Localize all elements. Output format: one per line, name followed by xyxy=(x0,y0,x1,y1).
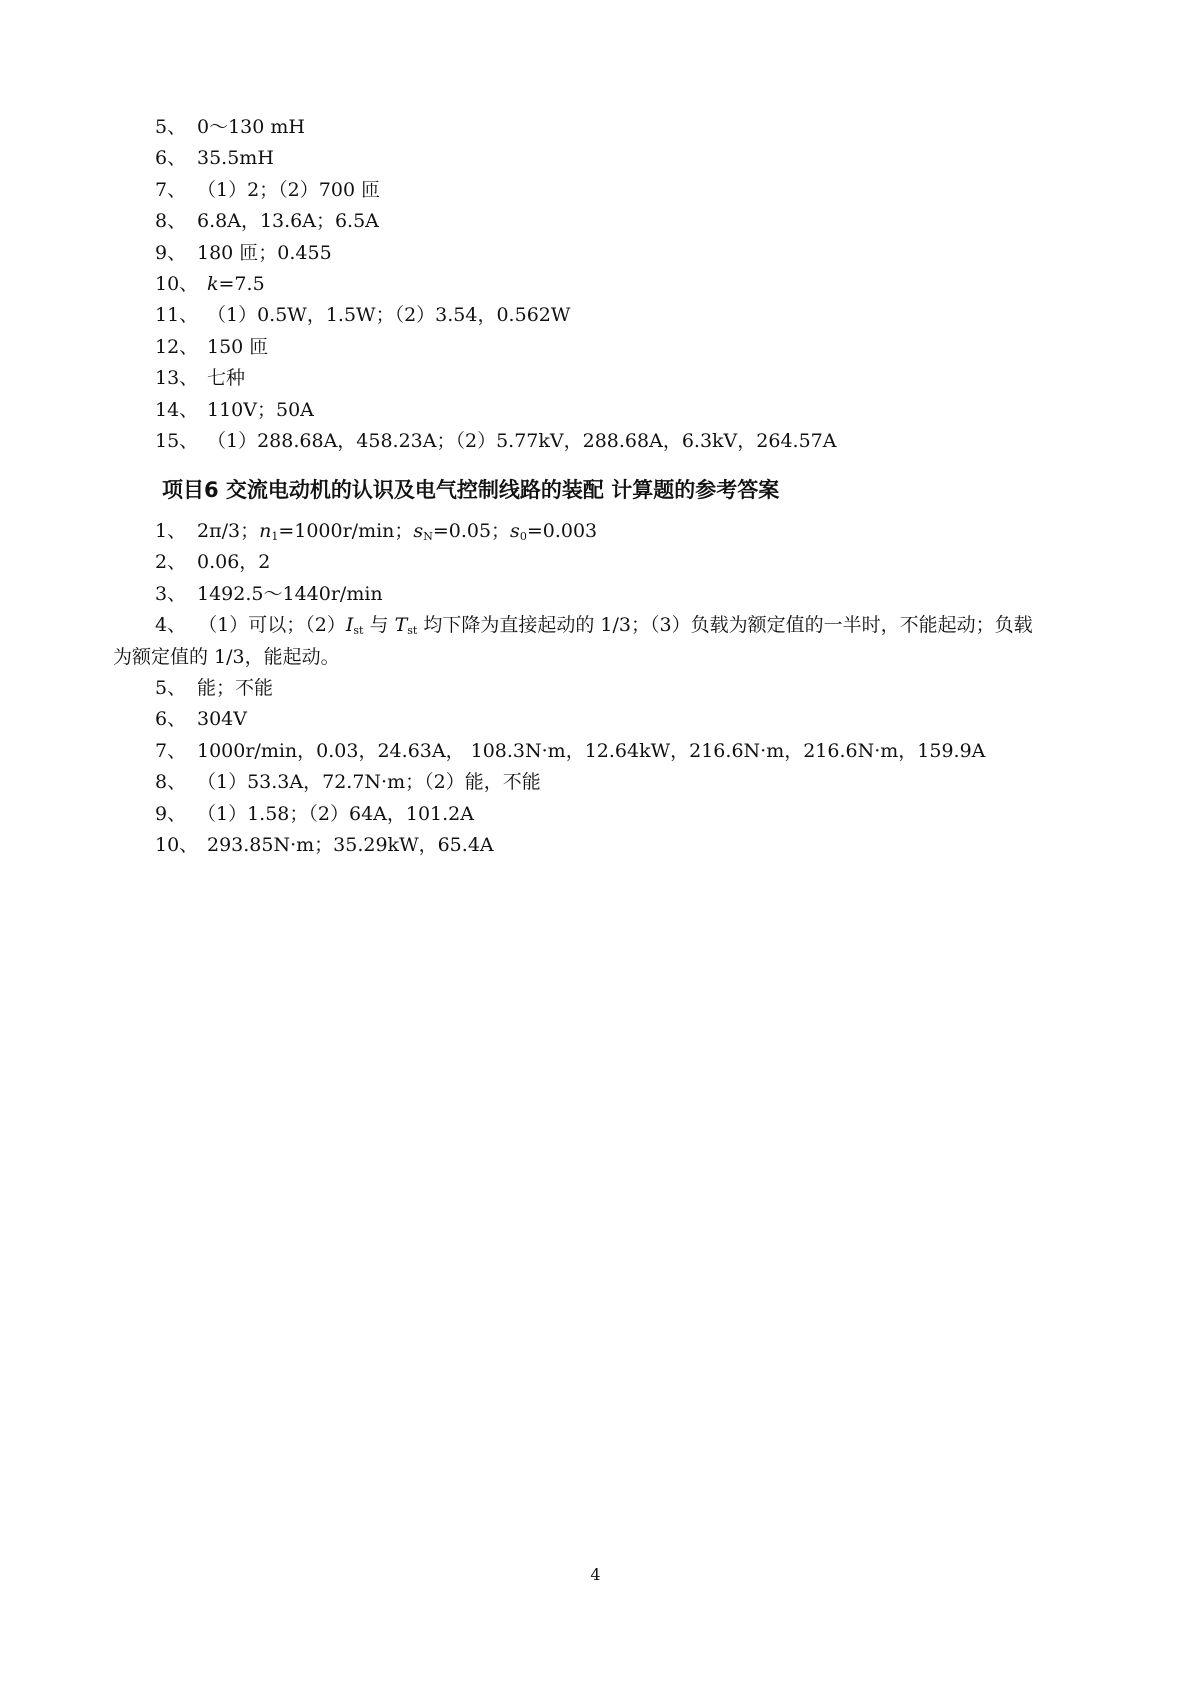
subscript: 1 xyxy=(271,530,279,543)
list-item xyxy=(0,363,1191,394)
item-text: （1）0.5W，1.5W；（2）3.54，0.562W xyxy=(207,304,571,327)
page-number: 4 xyxy=(590,1565,601,1584)
item-text xyxy=(207,269,265,300)
item-number: 11、 xyxy=(155,304,199,327)
item-text: （1）288.68A，458.23A；（2）5.77kV，288.68A，6.3kV，264.57A xyxy=(207,429,837,452)
item-text xyxy=(155,610,1033,641)
answer-list-previous xyxy=(0,112,1191,457)
item-number: 5、 xyxy=(155,676,187,699)
answer-list xyxy=(0,516,1191,861)
list-item xyxy=(0,673,1191,704)
list-item xyxy=(0,830,1191,861)
item-number: 2、 xyxy=(155,551,187,574)
text-part: 均下降为直接起动的 1/3；（3）负载为额定值的一半时，不能起动；负载 xyxy=(417,614,1033,637)
item-number: 7、 xyxy=(155,178,187,201)
item-number: 9、 xyxy=(155,802,187,825)
item-number: 9、 xyxy=(155,241,187,264)
item-number: 14、 xyxy=(155,398,199,421)
item-text: 0～130 mH xyxy=(197,116,305,138)
item-number: 6、 xyxy=(155,147,187,170)
item-text: 能；不能 xyxy=(197,676,274,699)
item-text-continued: 为额定值的 1/3，能起动。 xyxy=(113,645,340,668)
section-heading: 项目6 交流电动机的认识及电气控制线路的装配 计算题的参考答案 xyxy=(162,478,780,502)
item-number: 10、 xyxy=(155,833,199,856)
list-item xyxy=(0,112,1191,143)
variable-k: k xyxy=(207,272,219,295)
variable-i: I xyxy=(345,614,354,637)
item-number: 15、 xyxy=(155,429,199,452)
item-text: 293.85N·m；35.29kW，65.4A xyxy=(207,833,494,856)
item-number: 1、 xyxy=(155,520,187,542)
list-item xyxy=(0,516,1191,547)
text-part: （1）可以；（2） xyxy=(198,614,346,637)
item-text: 35.5mH xyxy=(197,147,274,170)
item-number: 12、 xyxy=(155,335,199,358)
variable-n: n xyxy=(259,520,272,542)
item-text: 110V；50A xyxy=(207,398,314,421)
item-text: （1）1.58；（2）64A，101.2A xyxy=(197,802,474,825)
item-text: 6.8A，13.6A；6.5A xyxy=(197,210,379,233)
item-number: 4、 xyxy=(155,614,187,637)
item-number: 10、 xyxy=(155,272,199,295)
item-text: 0.06，2 xyxy=(197,551,271,574)
list-item xyxy=(0,799,1191,830)
item-text: （1）2；（2）700 匝 xyxy=(197,178,381,201)
text-part: =0.05； xyxy=(432,520,511,542)
item-number: 7、 xyxy=(155,739,187,762)
subscript: 0 xyxy=(519,530,527,543)
variable-s: s xyxy=(413,520,424,542)
list-item xyxy=(0,269,1191,300)
list-item xyxy=(0,579,1191,610)
list-item xyxy=(0,395,1191,426)
item-value: =7.5 xyxy=(218,272,265,295)
subscript: N xyxy=(423,530,433,543)
item-number: 3、 xyxy=(155,582,187,605)
list-item xyxy=(0,426,1191,457)
item-text xyxy=(197,516,597,547)
item-text: 180 匝；0.455 xyxy=(197,241,332,264)
subscript: st xyxy=(353,624,364,638)
text-part: 2π/3； xyxy=(197,520,260,542)
list-item xyxy=(0,300,1191,331)
list-item xyxy=(0,332,1191,363)
item-text: 1492.5～1440r/min xyxy=(197,582,383,605)
text-part: 与 xyxy=(363,614,395,637)
list-item xyxy=(0,736,1191,767)
item-text: 150 匝 xyxy=(207,335,269,358)
item-number: 13、 xyxy=(155,367,199,390)
variable-s: s xyxy=(510,520,520,542)
text-part: =1000r/min； xyxy=(278,520,414,542)
item-number: 8、 xyxy=(155,210,187,233)
list-item xyxy=(0,704,1191,735)
list-item xyxy=(0,767,1191,798)
item-text: 304V xyxy=(197,708,247,731)
item-text: 七种 xyxy=(207,367,246,390)
list-item xyxy=(0,143,1191,174)
list-item xyxy=(0,206,1191,237)
list-item xyxy=(0,238,1191,269)
item-number: 6、 xyxy=(155,708,187,731)
variable-t: T xyxy=(394,614,408,637)
text-part: =0.003 xyxy=(526,520,598,542)
list-item xyxy=(0,175,1191,206)
item-number: 5、 xyxy=(155,116,187,138)
list-item xyxy=(0,610,1191,673)
list-item xyxy=(0,547,1191,578)
item-text: （1）53.3A，72.7N·m；（2）能，不能 xyxy=(197,771,541,794)
item-text: 1000r/min，0.03，24.63A， 108.3N·m，12.64kW，216.6N·m，216.6N·m，159.9A xyxy=(197,739,986,762)
subscript: st xyxy=(407,624,418,638)
item-number: 8、 xyxy=(155,771,187,794)
